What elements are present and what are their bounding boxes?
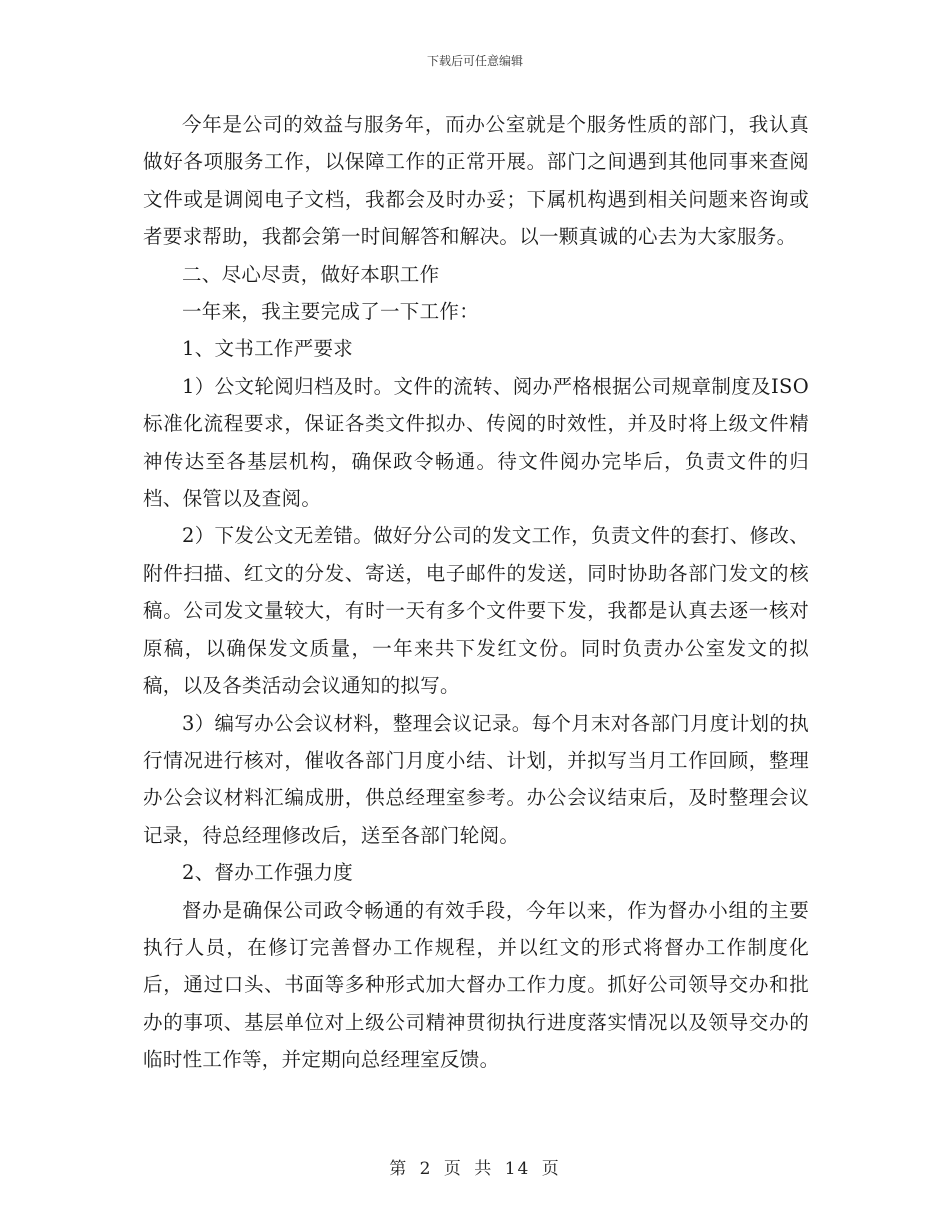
paragraph-intro: 一年来，我主要完成了一下工作： [182,300,480,324]
section-heading-duties: 二、尽心尽责，做好本职工作 [182,262,440,286]
subheading-supervision: 2、督办工作强力度 [182,861,354,885]
paragraph-item-3: 3）编写办公会议材料，整理会议记录。每个月末对各部门月度计划的执行情况进行核对，催收各部门月度小结、计划，并拟写当月工作回顾，整理办公会议材料汇编成册，供总经理室参考。办公会议结束后，及时整理会议记录，待总经理修改后，送至各部门轮阅。 [143,711,809,847]
paragraph-item-2: 2）下发公文无差错。做好分公司的发文工作，负责文件的套打、修改、附件扫描、红文的分发、寄送，电子邮件的发送，同时协助各部门发文的核稿。公司发文量较大，有时一天有多个文件要下发，我都是认真去逐一核对原稿，以确保发文质量，一年来共下发红文份。同时负责办公室发文的拟稿，以及各类活动会议通知的拟写。 [143,524,809,698]
paragraph-service: 今年是公司的效益与服务年，而办公室就是个服务性质的部门，我认真做好各项服务工作，以保障工作的正常开展。部门之间遇到其他同事来查阅文件或是调阅电子文档，我都会及时办妥；下属机构遇到相关问题来咨询或者要求帮助，我都会第一时间解答和解决。以一颗真诚的心去为大家服务。 [143,113,809,249]
page-header: 下载后可任意编辑 [426,54,523,68]
paragraph-supervision: 督办是确保公司政令畅通的有效手段，今年以来，作为督办小组的主要执行人员，在修订完善督办工作规程，并以红文的形式将督办工作制度化后，通过口头、书面等多种形式加大督办工作力度。抓好公司领导交办和批办的事项、基层单位对上级公司精神贯彻执行进度落实情况以及领导交办的临时性工作等，并定期向总经理室反馈。 [143,898,809,1072]
subheading-clerical: 1、文书工作严要求 [182,337,354,361]
page-number-footer: 第 2 页 共 14 页 [389,1159,561,1179]
document-body [143,106,809,1079]
paragraph-item-1: 1）公文轮阅归档及时。文件的流转、阅办严格根据公司规章制度及ISO标准化流程要求，保证各类文件拟办、传阅的时效性，并及时将上级文件精神传达至各基层机构，确保政令畅通。待文件阅办完毕后，负责文件的归档、保管以及查阅。 [143,374,809,511]
